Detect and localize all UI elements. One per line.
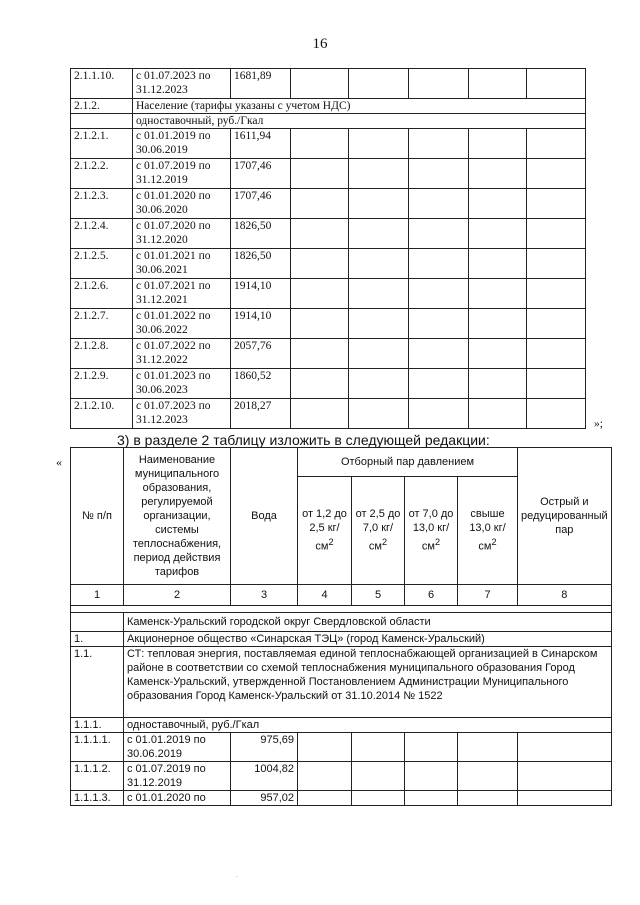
row-period: с 01.01.2021 по 30.06.2021 — [133, 249, 231, 279]
empty-cell — [409, 249, 469, 279]
row-period: с 01.07.2022 по 31.12.2022 — [133, 339, 231, 369]
row-value: 1004,82 — [231, 762, 298, 791]
empty-cell — [469, 129, 527, 159]
row-period: с 01.01.2020 по 30.06.2020 — [133, 189, 231, 219]
empty-cell — [527, 339, 586, 369]
header-pressure-3: от 7,0 до 13,0 $кг/см^2$ — [405, 477, 458, 585]
empty-cell — [409, 129, 469, 159]
empty-cell — [349, 189, 409, 219]
row-label: Население (тарифы указаны с учетом НДС) — [133, 99, 586, 114]
page-number: 16 — [312, 36, 328, 52]
empty-cell — [458, 733, 518, 762]
row-period: с 01.07.2021 по 31.12.2021 — [133, 279, 231, 309]
empty-cell — [469, 159, 527, 189]
empty-cell — [349, 69, 409, 99]
empty-cell — [291, 309, 349, 339]
empty-cell — [527, 279, 586, 309]
row-value: 1611,94 — [231, 129, 291, 159]
closing-quote: »; — [594, 418, 603, 430]
empty-cell — [298, 791, 352, 806]
row-value: 2018,27 — [231, 399, 291, 429]
header-name: Наименование муниципального образования, регулируемой организации, системы теплоснабжения, период действия тарифов — [124, 448, 231, 585]
empty-cell — [458, 791, 518, 806]
empty-cell — [527, 399, 586, 429]
row-label: одноставочный, руб./Гкал — [133, 114, 586, 129]
empty-cell — [405, 762, 458, 791]
empty-cell — [291, 189, 349, 219]
row-num: 2.1.2.9. — [71, 369, 133, 399]
col-number: 8 — [518, 585, 612, 606]
col-number: 2 — [124, 585, 231, 606]
row-period: с 01.07.2023 по 31.12.2023 — [133, 399, 231, 429]
row-num: 2.1.2.2. — [71, 159, 133, 189]
row-period: с 01.07.2023 по 31.12.2023 — [133, 69, 231, 99]
row-value: 1826,50 — [231, 249, 291, 279]
section-heading: 3) в разделе 2 таблицу изложить в следующей редакции: — [117, 432, 490, 448]
empty-cell — [518, 791, 612, 806]
empty-cell — [527, 369, 586, 399]
header-pressure-1: от 1,2 до 2,5 $кг/см^2$ — [298, 477, 352, 585]
header-pressure-4: свыше 13,0 $кг/см^2$ — [458, 477, 518, 585]
empty-cell — [291, 159, 349, 189]
header-water: Вода — [231, 448, 298, 585]
header-steam-group: Отборный пар давлением — [298, 448, 518, 477]
empty-cell — [349, 159, 409, 189]
header-sharp-steam: Острый и редуцированный пар — [518, 448, 612, 585]
empty-cell — [291, 279, 349, 309]
row-value: 1681,89 — [231, 69, 291, 99]
empty-cell — [291, 69, 349, 99]
row-value: 2057,76 — [231, 339, 291, 369]
col-number: 6 — [405, 585, 458, 606]
row-value: 1914,10 — [231, 309, 291, 339]
empty-cell — [291, 129, 349, 159]
system-num: 1.1. — [71, 647, 124, 718]
row-num: 2.1.2. — [71, 99, 133, 114]
empty-cell — [352, 733, 405, 762]
empty-cell — [409, 339, 469, 369]
col-number: 5 — [352, 585, 405, 606]
empty-cell — [352, 762, 405, 791]
spacer-row — [71, 606, 612, 613]
row-value: 975,69 — [231, 733, 298, 762]
row-num: 1.1.1.3. — [71, 791, 124, 806]
empty-cell — [469, 69, 527, 99]
col-number: 3 — [231, 585, 298, 606]
empty-cell — [469, 189, 527, 219]
empty-cell — [409, 69, 469, 99]
empty-cell — [527, 219, 586, 249]
empty-cell — [409, 369, 469, 399]
empty-cell — [409, 279, 469, 309]
empty-cell — [405, 791, 458, 806]
empty-cell — [349, 339, 409, 369]
empty-cell — [352, 791, 405, 806]
tariff-table-body — [71, 69, 586, 429]
empty-cell — [349, 219, 409, 249]
row-num: 2.1.1.10. — [71, 69, 133, 99]
empty-cell — [291, 249, 349, 279]
row-period: с 01.01.2023 по 30.06.2023 — [133, 369, 231, 399]
empty-cell — [349, 309, 409, 339]
rate-label: одноставочный, руб./Гкал — [124, 718, 612, 733]
empty-cell — [349, 129, 409, 159]
empty-cell — [469, 249, 527, 279]
empty-cell — [527, 159, 586, 189]
row-value: 1826,50 — [231, 219, 291, 249]
row-num: 2.1.2.8. — [71, 339, 133, 369]
region-name: Каменск-Уральский городской округ Свердловской области — [124, 613, 612, 632]
empty-cell — [527, 129, 586, 159]
empty-cell — [409, 189, 469, 219]
empty-cell — [527, 249, 586, 279]
row-period: с 01.01.2022 по 30.06.2022 — [133, 309, 231, 339]
row-period: с 01.01.2020 по — [124, 791, 231, 806]
row-period: с 01.07.2019 по 31.12.2019 — [124, 762, 231, 791]
row-num: 2.1.2.10. — [71, 399, 133, 429]
row-num: 2.1.2.3. — [71, 189, 133, 219]
row-value: 957,02 — [231, 791, 298, 806]
empty-cell — [409, 159, 469, 189]
empty-cell — [469, 279, 527, 309]
row-period: с 01.07.2020 по 31.12.2020 — [133, 219, 231, 249]
header-num: № п/п — [71, 448, 124, 585]
row-num — [71, 114, 133, 129]
empty-cell — [469, 309, 527, 339]
empty-cell — [291, 399, 349, 429]
row-num: 2.1.2.4. — [71, 219, 133, 249]
col-number: 4 — [298, 585, 352, 606]
row-num: 2.1.2.7. — [71, 309, 133, 339]
empty-cell — [527, 309, 586, 339]
empty-cell — [469, 219, 527, 249]
system-description: СТ: тепловая энергия, поставляемая единой теплоснабжающей организацией в Синарском районе в соответствии со схемой теплоснабжения муниципального образования Город Каменск-Уральский, утвержденной Постановлением Администрации Муниципального образования Город Каменск-Уральский от 31.10.2014 № 1522 — [124, 647, 612, 718]
empty-cell — [291, 369, 349, 399]
empty-cell — [527, 189, 586, 219]
scan-speck: . — [236, 873, 238, 879]
row-value: 1914,10 — [231, 279, 291, 309]
empty-cell — [409, 309, 469, 339]
row-period: с 01.01.2019 по 30.06.2019 — [124, 733, 231, 762]
empty-cell — [518, 762, 612, 791]
row-num: 1.1.1.1. — [71, 733, 124, 762]
empty-cell — [298, 762, 352, 791]
empty-cell — [349, 369, 409, 399]
col-number: 1 — [71, 585, 124, 606]
row-num: 2.1.2.1. — [71, 129, 133, 159]
row-period: с 01.01.2019 по 30.06.2019 — [133, 129, 231, 159]
empty-cell — [291, 339, 349, 369]
empty-cell — [469, 399, 527, 429]
empty-cell — [409, 399, 469, 429]
empty-cell — [349, 399, 409, 429]
row-num: 1.1.1.2. — [71, 762, 124, 791]
section2-table — [70, 447, 612, 806]
row-value: 1707,46 — [231, 159, 291, 189]
company-num: 1. — [71, 632, 124, 647]
empty-cell — [469, 369, 527, 399]
opening-quote: « — [56, 455, 62, 469]
empty-cell — [518, 733, 612, 762]
empty-cell — [298, 733, 352, 762]
row-num: 2.1.2.6. — [71, 279, 133, 309]
empty-cell — [405, 733, 458, 762]
empty-cell — [349, 249, 409, 279]
region-num-cell — [71, 613, 124, 632]
header-pressure-2: от 2,5 до 7,0 $кг/см^2$ — [352, 477, 405, 585]
row-value: 1860,52 — [231, 369, 291, 399]
row-num: 2.1.2.5. — [71, 249, 133, 279]
col-number: 7 — [458, 585, 518, 606]
empty-cell — [291, 219, 349, 249]
row-period: с 01.07.2019 по 31.12.2019 — [133, 159, 231, 189]
empty-cell — [458, 762, 518, 791]
empty-cell — [409, 219, 469, 249]
rate-num: 1.1.1. — [71, 718, 124, 733]
tariff-table-continued — [70, 68, 586, 429]
empty-cell — [349, 279, 409, 309]
row-value: 1707,46 — [231, 189, 291, 219]
company-name: Акционерное общество «Синарская ТЭЦ» (город Каменск-Уральский) — [124, 632, 612, 647]
empty-cell — [469, 339, 527, 369]
empty-cell — [527, 69, 586, 99]
